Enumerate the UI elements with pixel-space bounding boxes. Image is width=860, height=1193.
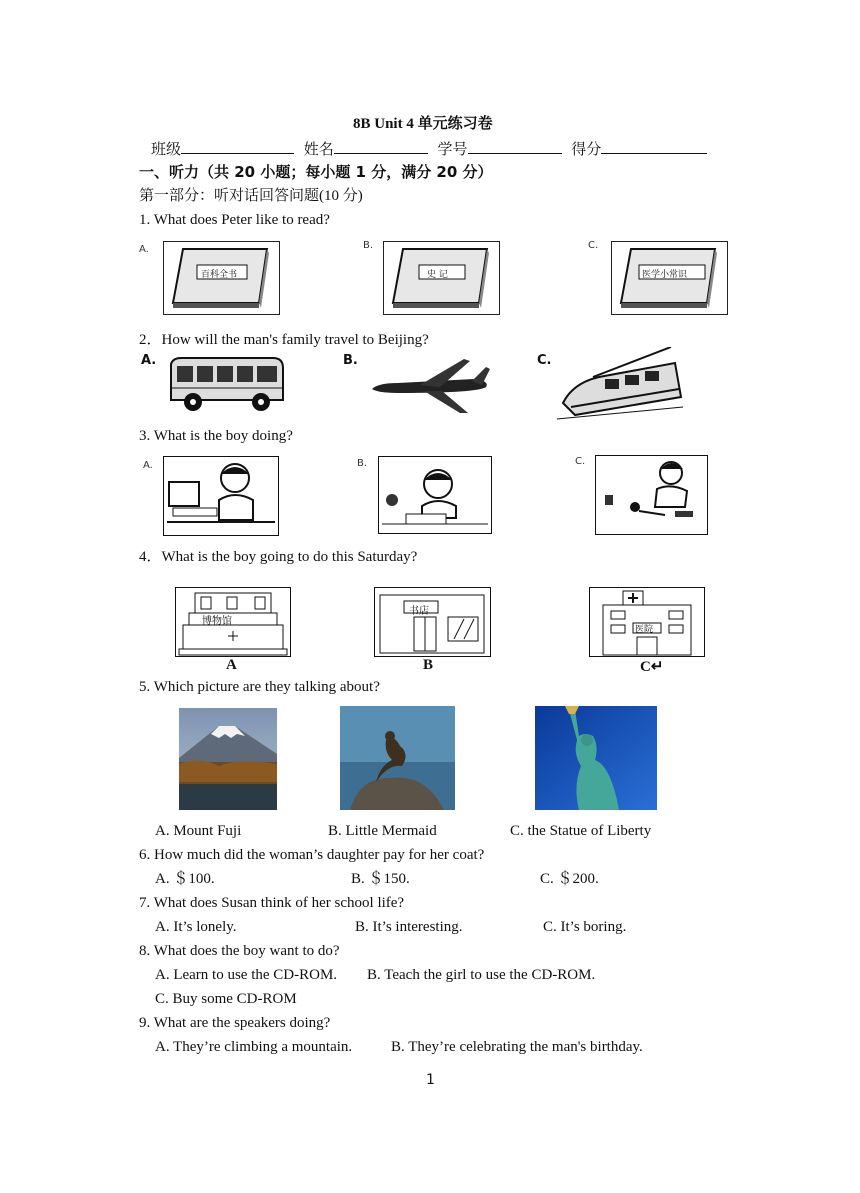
q9-option-b: B. They’re celebrating the man's birthday.: [391, 1039, 643, 1055]
q4-option-c-label: C↵: [640, 659, 664, 675]
q1-book-b-title: 史 记: [427, 270, 448, 280]
q1-option-c-label: C.: [588, 240, 599, 251]
name-label: 姓名: [303, 142, 334, 158]
score-field[interactable]: [601, 139, 707, 154]
q7-option-c: C. It’s boring.: [543, 919, 627, 935]
bus-icon: [165, 354, 287, 416]
q1-book-c-title: 医学小常识: [642, 270, 688, 280]
question-3: 3. What is the boy doing?: [139, 428, 293, 444]
q8-option-c: C. Buy some CD-ROM: [155, 991, 297, 1007]
question-5: 5. Which picture are they talking about?: [139, 679, 380, 695]
q3-option-a-label: A.: [143, 460, 153, 471]
q3-option-c-label: C.: [575, 456, 586, 467]
hospital-image: [589, 587, 705, 657]
question-7: 7. What does Susan think of her school life?: [139, 895, 405, 911]
q9-option-a: A. They’re climbing a mountain.: [155, 1039, 353, 1055]
class-field[interactable]: [181, 139, 294, 154]
q6-option-c: C. ＄200.: [540, 871, 599, 887]
train-icon: [553, 347, 688, 423]
boy-repairing-toy-icon: [595, 455, 708, 535]
bookstore-image: [374, 587, 491, 657]
section-heading: 一、听力（共 20 小题；每小题 1 分，满分 20 分）: [139, 163, 493, 181]
q1-option-a-label: A.: [139, 244, 149, 255]
bookstore-sign: 书店: [409, 606, 429, 617]
q6-option-a: A. ＄100.: [155, 871, 215, 887]
student-id-label: 学号: [437, 142, 468, 158]
bookstore-building-icon: [374, 587, 491, 657]
q5-option-c: C. the Statue of Liberty: [510, 823, 652, 839]
q2-option-b-label: B.: [343, 353, 358, 368]
q5-option-a: A. Mount Fuji: [155, 823, 242, 839]
q7-option-a: A. It’s lonely.: [155, 919, 237, 935]
page-number: 1: [426, 1072, 435, 1088]
question-1: 1. What does Peter like to read?: [139, 212, 330, 228]
question-9: 9. What are the speakers doing?: [139, 1015, 331, 1031]
q5-option-b: B. Little Mermaid: [328, 823, 437, 839]
q4-option-a-label: A: [226, 657, 237, 673]
boy-making-model-icon: [378, 456, 492, 534]
q1-book-a-title: 百科全书: [201, 270, 238, 280]
little-mermaid-photo: [340, 706, 455, 810]
student-id-field[interactable]: [468, 139, 562, 154]
question-6: 6. How much did the woman’s daughter pay for her coat?: [139, 847, 485, 863]
museum-sign: 博物馆: [202, 616, 232, 627]
q1-option-b-image: [383, 241, 500, 315]
page-title: 8B Unit 4 单元练习卷: [353, 116, 493, 132]
q8-option-a: A. Learn to use the CD-ROM.: [155, 967, 338, 983]
q2-option-c-label: C.: [537, 353, 552, 368]
question-4: 4．What is the boy going to do this Saturday?: [139, 549, 418, 565]
q8-option-b: B. Teach the girl to use the CD-ROM.: [367, 967, 596, 983]
hospital-sign: 医院: [635, 625, 654, 635]
q1-option-b-label: B.: [363, 240, 374, 251]
museum-image: [175, 587, 291, 657]
q6-option-b: B. ＄150.: [351, 871, 410, 887]
q2-option-a-label: A.: [141, 353, 157, 368]
name-field[interactable]: [334, 139, 428, 154]
q1-option-c-image: [611, 241, 728, 315]
class-label: 班级: [151, 142, 182, 158]
info-fields-row: [151, 139, 707, 159]
q4-option-b-label: B: [423, 657, 434, 673]
boy-using-computer-icon: [163, 456, 279, 536]
score-label: 得分: [571, 142, 602, 158]
museum-building-icon: [175, 587, 291, 657]
statue-of-liberty-photo: [535, 706, 657, 810]
question-8: 8. What does the boy want to do?: [139, 943, 340, 959]
q7-option-b: B. It’s interesting.: [355, 919, 463, 935]
airplane-icon: [368, 355, 492, 417]
q3-option-b-label: B.: [357, 458, 368, 469]
part-heading: 第一部分：听对话回答问题(10 分): [139, 188, 363, 204]
mount-fuji-photo: [179, 708, 277, 810]
question-2: 2．How will the man's family travel to Beijing?: [139, 332, 429, 348]
q1-option-a-image: [163, 241, 280, 315]
